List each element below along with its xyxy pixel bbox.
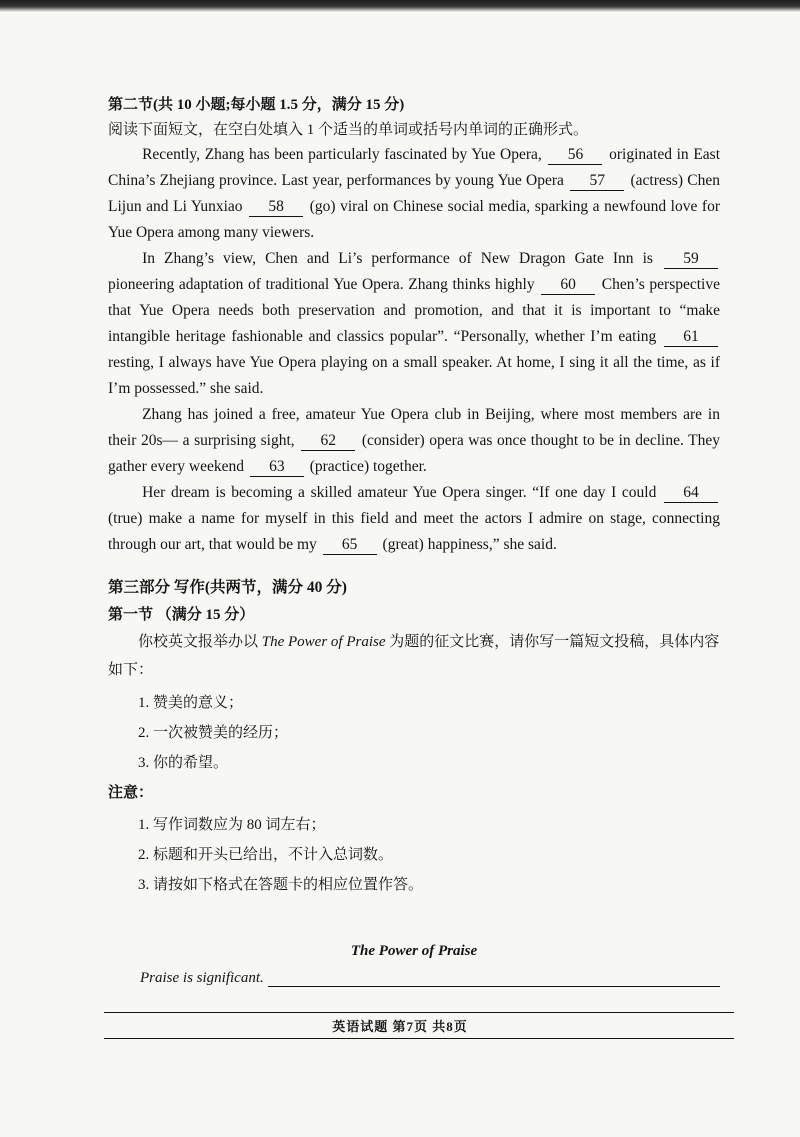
blank-58[interactable]: 58 — [249, 198, 303, 217]
blank-59[interactable]: 59 — [664, 250, 718, 269]
section-instruction: 阅读下面短文，在空白处填入 1 个适当的单词或括号内单词的正确形式。 — [108, 122, 589, 138]
essay-start: Praise is significant. — [140, 970, 264, 986]
list-item: 2. 一次被赞美的经历； — [138, 725, 289, 741]
blank-61[interactable]: 61 — [664, 328, 718, 347]
blank-64[interactable]: 64 — [664, 484, 718, 503]
writing-line[interactable] — [268, 968, 720, 987]
scan-top-edge — [0, 0, 800, 12]
page-footer: 英语试题 第7页 共8页 — [332, 1019, 468, 1034]
blank-56[interactable]: 56 — [548, 146, 602, 165]
passage-paragraph-1: Recently, Zhang has been particularly fascinated by Yue Opera, 56 originated in East China’s Zhejiang province. Last year, performances by young Yue Opera 57 (actress) Chen Lijun and Li Yunxiao 58 (go) viral on Chinese social media, sparking a newfound love for Yue Opera among many viewers. — [108, 146, 721, 241]
blank-65[interactable]: 65 — [323, 536, 377, 555]
list-item: 1. 写作词数应为 80 词左右； — [138, 817, 326, 833]
content-list — [138, 688, 720, 778]
blank-62[interactable]: 62 — [301, 432, 355, 451]
notes-heading: 注意： — [108, 785, 154, 801]
notes-list — [138, 810, 720, 900]
blank-60[interactable]: 60 — [541, 276, 595, 295]
list-item: 2. 标题和开头已给出，不计入总词数。 — [138, 847, 394, 863]
writing-prompt: 你校英文报举办以 The Power of Praise 为题的征文比赛，请你写一篇短文投稿，具体内容如下： — [108, 634, 720, 678]
blank-63[interactable]: 63 — [250, 458, 304, 477]
passage-paragraph-3: Zhang has joined a free, amateur Yue Opera club in Beijing, where most members are in their 20s— a surprising sight, 62 (consider) opera was once thought to be in decline. They gather every weekend 63 (practice) together. — [108, 406, 721, 475]
passage-paragraph-4: Her dream is becoming a skilled amateur Yue Opera singer. “If one day I could 64 (true) make a name for myself in this field and meet the actors I admire on stage, connecting through our art, that would be my 65 (great) happiness,” she said. — [108, 484, 720, 553]
essay-title: The Power of Praise — [350, 943, 478, 959]
writing-line[interactable] — [104, 987, 734, 1013]
exam-page — [108, 92, 720, 1039]
part3-heading: 第三部分 写作(共两节，满分 40 分) — [108, 579, 347, 596]
blank-57[interactable]: 57 — [570, 172, 624, 191]
writing-subheading: 第一节 （满分 15 分） — [108, 607, 255, 623]
list-item: 3. 你的希望。 — [138, 755, 229, 771]
list-item: 3. 请按如下格式在答题卡的相应位置作答。 — [138, 877, 424, 893]
list-item: 1. 赞美的意义； — [138, 695, 244, 711]
passage-paragraph-2: In Zhang’s view, Chen and Li’s performance of New Dragon Gate Inn is 59 pioneering adaptation of traditional Yue Opera. Zhang thinks highly 60 Chen’s perspective that Yue Opera needs both preservation and promotion, and that it is important to “make intangible heritage fashionable and classics popular”. “Personally, whether I’m eating 61 resting, I always have Yue Opera playing on a small speaker. At home, I sing it all the time, as if I’m possessed.” she said. — [108, 250, 720, 397]
essay-first-line — [108, 968, 720, 987]
prompt-title: The Power of Praise — [261, 634, 386, 650]
section-heading: 第二节(共 10 小题;每小题 1.5 分，满分 15 分) — [108, 97, 405, 113]
